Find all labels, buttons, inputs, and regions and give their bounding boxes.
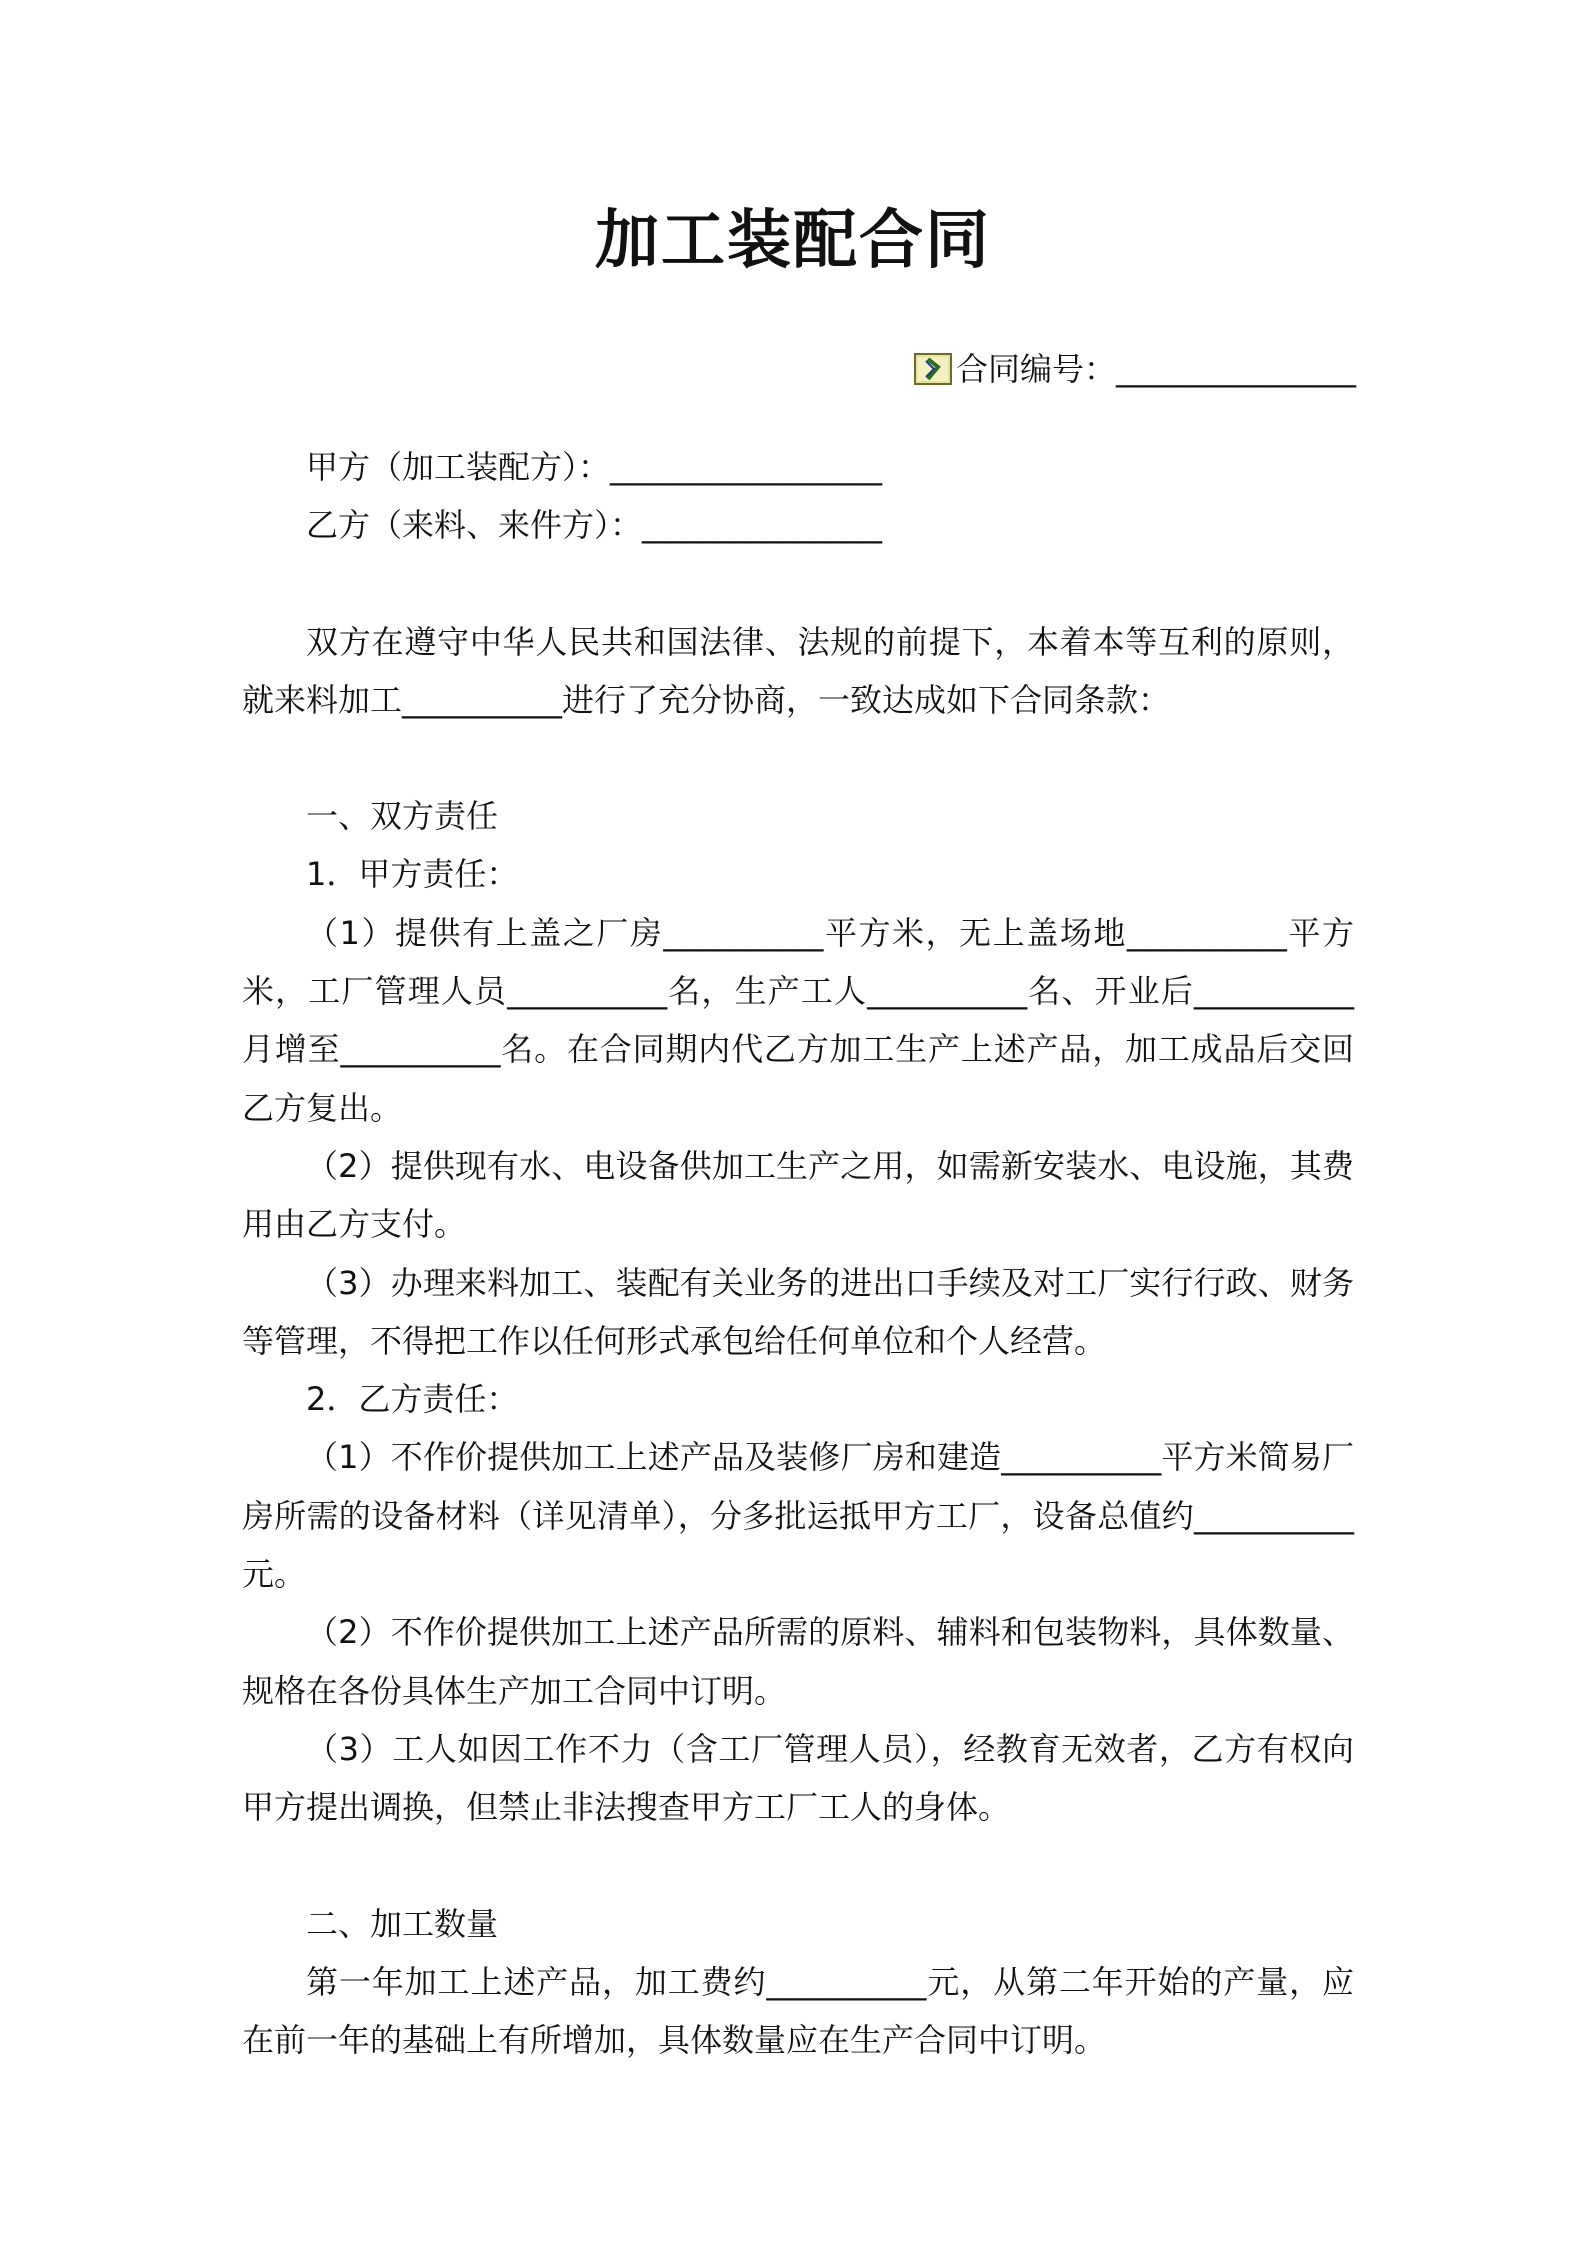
document-icon — [914, 353, 952, 385]
contract-number-line — [914, 344, 1356, 394]
party-a-line: 甲方（加工装配方）：_________________ — [306, 448, 883, 486]
party-a-item-1: （1）提供有上盖之厂房__________平方米，无上盖场地__________平方米，工厂管理人员__________名，生产工人__________名、开业后__________月增至__________名。在合同期内代乙方加工生产上述产品，加工成品后交回乙方复出。 — [242, 913, 1354, 1127]
party-b-responsibility-heading: 2．乙方责任： — [306, 1380, 519, 1419]
spacer — [242, 1837, 1354, 1895]
document-body — [242, 438, 1354, 2069]
document-title: 加工装配合同 — [595, 204, 991, 278]
section-2-paragraph: 第一年加工上述产品，加工费约__________元，从第二年开始的产量，应在前一年的基础上有所增加，具体数量应在生产合同中订明。 — [242, 1962, 1354, 2060]
party-a-item-2: （2）提供现有水、电设备供加工生产之用，如需新安装水、电设施，其费用由乙方支付。 — [242, 1146, 1354, 1244]
party-b-item-1: （1）不作价提供加工上述产品及装修厂房和建造__________平方米简易厂房所需的设备材料（详见清单），分多批运抵甲方工厂，设备总值约__________元。 — [242, 1438, 1354, 1594]
section-2-heading: 二、加工数量 — [306, 1904, 499, 1943]
contract-number-label: 合同编号：_______________ — [955, 350, 1356, 388]
party-b-line: 乙方（来料、来件方）：_______________ — [306, 506, 883, 545]
party-a-responsibility-heading: 1．甲方责任： — [306, 855, 519, 894]
spacer — [242, 729, 1354, 787]
spacer — [242, 555, 1354, 613]
party-a-item-3: （3）办理来料加工、装配有关业务的进出口手续及对工厂实行行政、财务等管理，不得把工作以任何形式承包给任何单位和个人经营。 — [242, 1263, 1354, 1360]
intro-paragraph: 双方在遵守中华人民共和国法律、法规的前提下，本着本等互利的原则，就来料加工__________进行了充分协商，一致达成如下合同条款： — [242, 622, 1354, 719]
party-b-item-2: （2）不作价提供加工上述产品所需的原料、辅料和包装物料，具体数量、规格在各份具体生产加工合同中订明。 — [242, 1613, 1354, 1710]
party-b-item-3: （3）工人如因工作不力（含工厂管理人员），经教育无效者，乙方有权向甲方提出调换，但禁止非法搜查甲方工厂工人的身体。 — [242, 1729, 1354, 1827]
section-1-heading: 一、双方责任 — [306, 797, 499, 836]
